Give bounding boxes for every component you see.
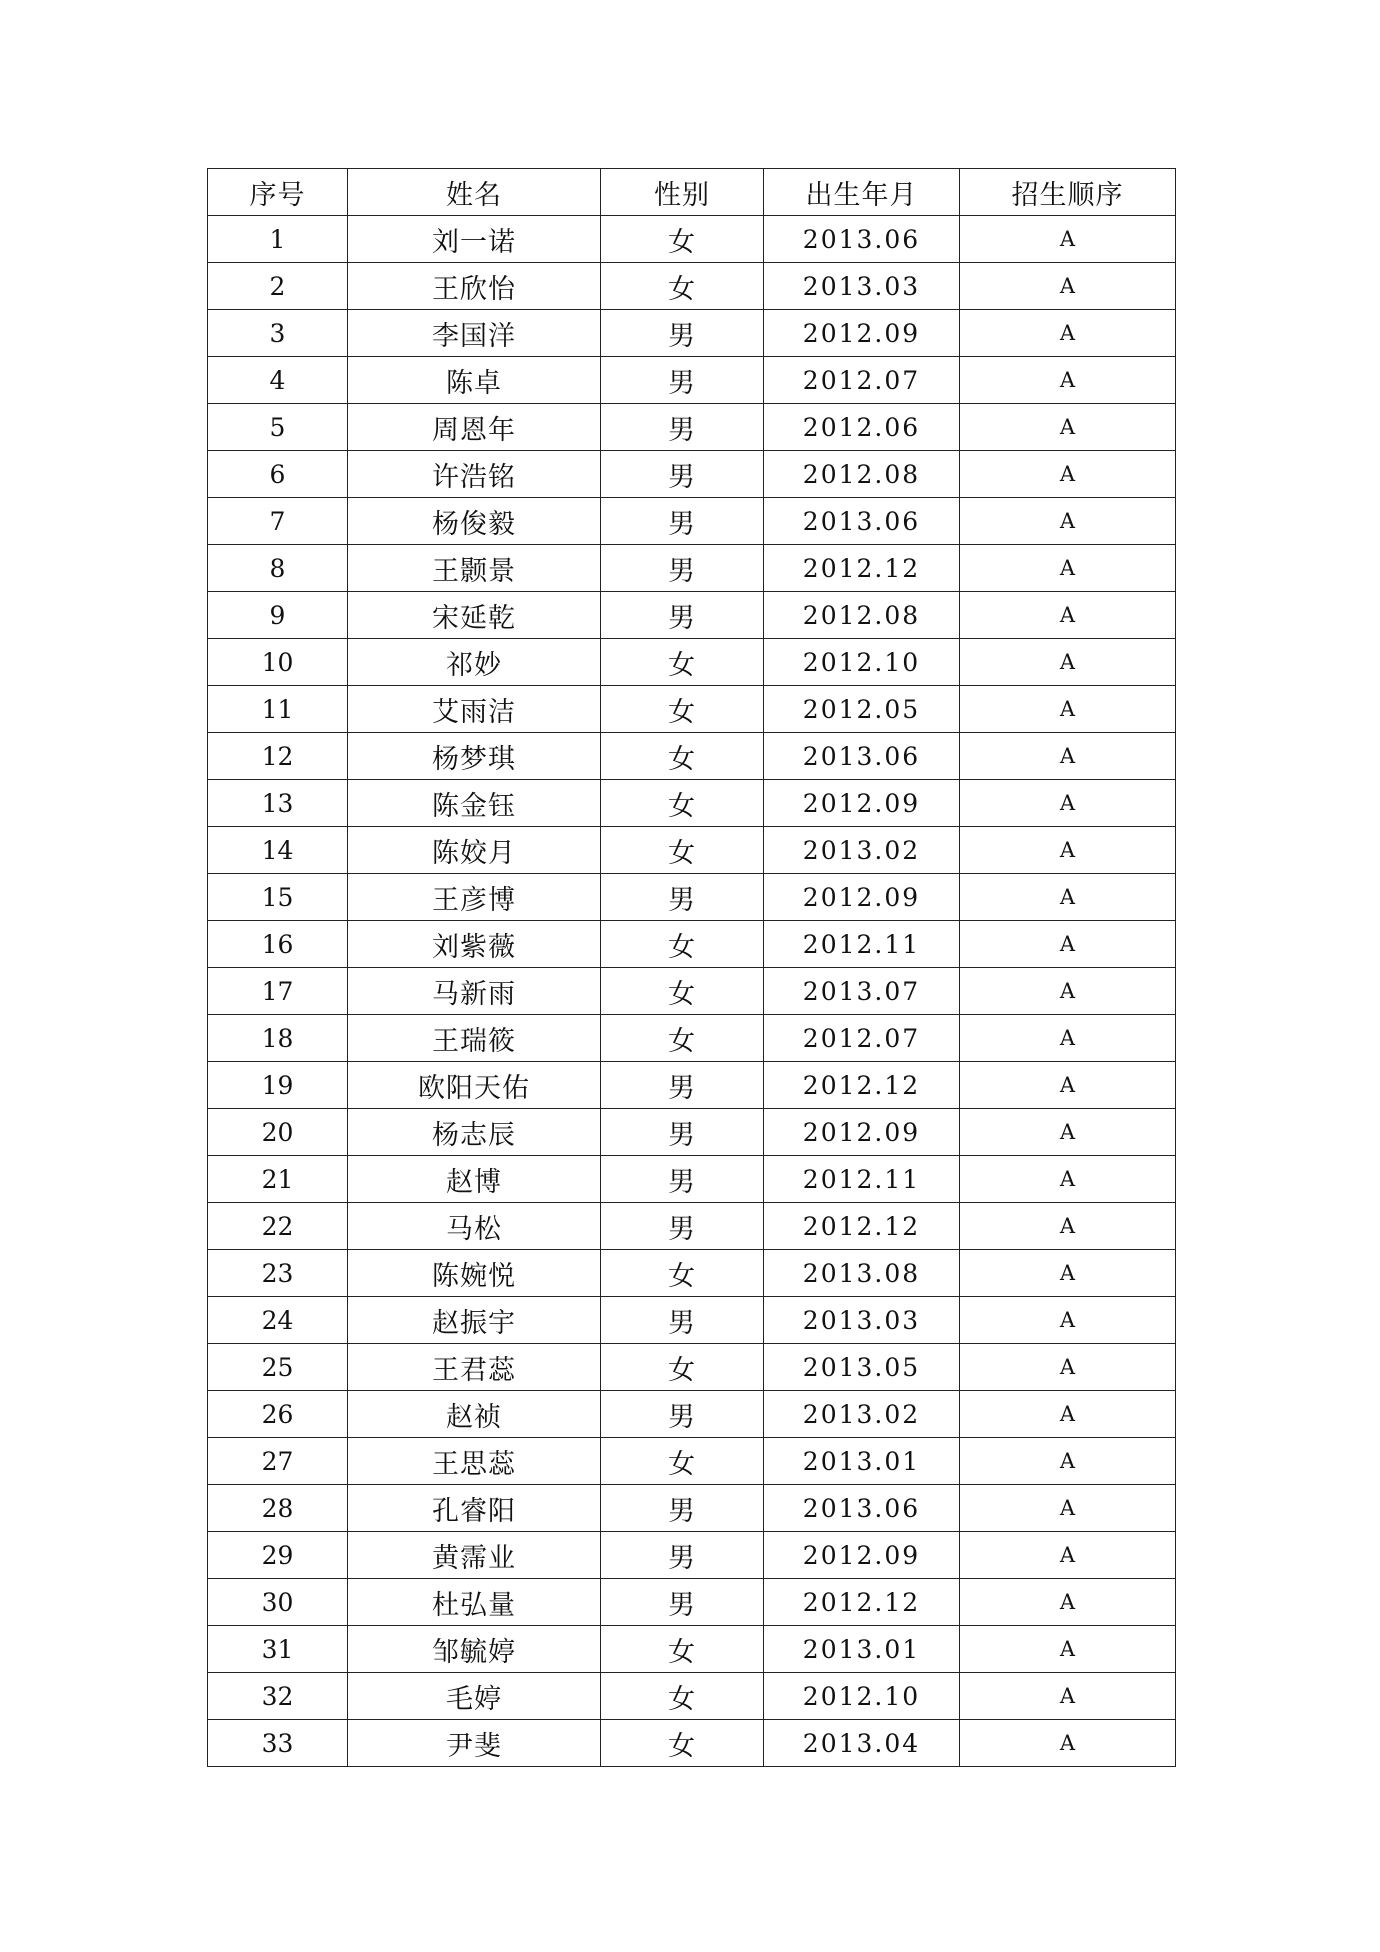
cell-gender: 男 (601, 1062, 764, 1109)
table-row (208, 1720, 1176, 1767)
cell-name: 欧阳天佑 (348, 1062, 601, 1109)
cell-admission-order: A (960, 1720, 1176, 1767)
cell-index: 2 (208, 263, 348, 310)
cell-gender: 男 (601, 1203, 764, 1250)
cell-birth-date: 2013.02 (764, 827, 960, 874)
cell-gender: 男 (601, 1485, 764, 1532)
cell-name: 陈姣月 (348, 827, 601, 874)
cell-index: 26 (208, 1391, 348, 1438)
table-row (208, 1344, 1176, 1391)
cell-index: 7 (208, 498, 348, 545)
cell-birth-date: 2012.09 (764, 1109, 960, 1156)
cell-name: 赵祯 (348, 1391, 601, 1438)
cell-admission-order: A (960, 310, 1176, 357)
cell-index: 25 (208, 1344, 348, 1391)
cell-birth-date: 2012.08 (764, 592, 960, 639)
cell-name: 陈金钰 (348, 780, 601, 827)
cell-admission-order: A (960, 357, 1176, 404)
cell-admission-order: A (960, 1532, 1176, 1579)
cell-index: 20 (208, 1109, 348, 1156)
cell-birth-date: 2013.06 (764, 733, 960, 780)
cell-gender: 男 (601, 1109, 764, 1156)
table-row (208, 968, 1176, 1015)
cell-gender: 女 (601, 686, 764, 733)
table-row (208, 1250, 1176, 1297)
cell-birth-date: 2012.11 (764, 1156, 960, 1203)
cell-gender: 女 (601, 780, 764, 827)
table-row (208, 1297, 1176, 1344)
table-row (208, 310, 1176, 357)
cell-gender: 女 (601, 1720, 764, 1767)
table-row (208, 1156, 1176, 1203)
cell-index: 3 (208, 310, 348, 357)
cell-name: 邹毓婷 (348, 1626, 601, 1673)
cell-name: 艾雨洁 (348, 686, 601, 733)
cell-name: 孔睿阳 (348, 1485, 601, 1532)
cell-admission-order: A (960, 1391, 1176, 1438)
cell-name: 刘紫薇 (348, 921, 601, 968)
table-body (208, 216, 1176, 1767)
cell-index: 22 (208, 1203, 348, 1250)
cell-name: 赵博 (348, 1156, 601, 1203)
header-birth-date: 出生年月 (764, 169, 960, 216)
cell-name: 杨俊毅 (348, 498, 601, 545)
cell-index: 31 (208, 1626, 348, 1673)
cell-index: 6 (208, 451, 348, 498)
cell-birth-date: 2012.10 (764, 639, 960, 686)
cell-name: 毛婷 (348, 1673, 601, 1720)
cell-birth-date: 2012.05 (764, 686, 960, 733)
table-row (208, 1438, 1176, 1485)
enrollment-table (207, 168, 1176, 1767)
cell-name: 王欣怡 (348, 263, 601, 310)
cell-admission-order: A (960, 1485, 1176, 1532)
cell-name: 黄霈业 (348, 1532, 601, 1579)
header-row (208, 169, 1176, 216)
cell-gender: 女 (601, 827, 764, 874)
cell-birth-date: 2013.03 (764, 1297, 960, 1344)
table-row (208, 1673, 1176, 1720)
cell-gender: 女 (601, 1626, 764, 1673)
cell-index: 1 (208, 216, 348, 263)
cell-gender: 女 (601, 263, 764, 310)
table-row (208, 1015, 1176, 1062)
cell-birth-date: 2013.01 (764, 1626, 960, 1673)
cell-admission-order: A (960, 1344, 1176, 1391)
cell-gender: 女 (601, 733, 764, 780)
table-row (208, 1109, 1176, 1156)
cell-birth-date: 2013.06 (764, 216, 960, 263)
cell-name: 李国洋 (348, 310, 601, 357)
cell-birth-date: 2013.08 (764, 1250, 960, 1297)
cell-birth-date: 2013.02 (764, 1391, 960, 1438)
cell-name: 陈婉悦 (348, 1250, 601, 1297)
cell-birth-date: 2013.06 (764, 498, 960, 545)
cell-admission-order: A (960, 827, 1176, 874)
cell-birth-date: 2012.12 (764, 1062, 960, 1109)
cell-index: 30 (208, 1579, 348, 1626)
cell-gender: 女 (601, 1015, 764, 1062)
cell-index: 33 (208, 1720, 348, 1767)
cell-admission-order: A (960, 592, 1176, 639)
cell-name: 王瑞筱 (348, 1015, 601, 1062)
cell-gender: 女 (601, 1673, 764, 1720)
table-row (208, 592, 1176, 639)
cell-gender: 女 (601, 921, 764, 968)
table-row (208, 216, 1176, 263)
cell-birth-date: 2012.11 (764, 921, 960, 968)
cell-admission-order: A (960, 1438, 1176, 1485)
table-row (208, 686, 1176, 733)
cell-index: 28 (208, 1485, 348, 1532)
cell-gender: 女 (601, 1438, 764, 1485)
cell-admission-order: A (960, 1297, 1176, 1344)
cell-birth-date: 2012.08 (764, 451, 960, 498)
cell-gender: 女 (601, 216, 764, 263)
table-row (208, 1532, 1176, 1579)
table-row (208, 1579, 1176, 1626)
cell-index: 11 (208, 686, 348, 733)
cell-admission-order: A (960, 1579, 1176, 1626)
cell-gender: 男 (601, 1156, 764, 1203)
cell-name: 马松 (348, 1203, 601, 1250)
cell-index: 9 (208, 592, 348, 639)
cell-birth-date: 2012.09 (764, 780, 960, 827)
cell-admission-order: A (960, 780, 1176, 827)
cell-birth-date: 2012.06 (764, 404, 960, 451)
cell-gender: 男 (601, 1532, 764, 1579)
cell-birth-date: 2013.05 (764, 1344, 960, 1391)
table-row (208, 1203, 1176, 1250)
cell-index: 24 (208, 1297, 348, 1344)
cell-admission-order: A (960, 545, 1176, 592)
cell-admission-order: A (960, 686, 1176, 733)
cell-birth-date: 2012.09 (764, 874, 960, 921)
header-name: 姓名 (348, 169, 601, 216)
cell-birth-date: 2013.03 (764, 263, 960, 310)
cell-birth-date: 2012.09 (764, 1532, 960, 1579)
cell-birth-date: 2012.10 (764, 1673, 960, 1720)
table-row (208, 780, 1176, 827)
cell-name: 刘一诺 (348, 216, 601, 263)
cell-index: 15 (208, 874, 348, 921)
cell-index: 12 (208, 733, 348, 780)
cell-birth-date: 2013.04 (764, 1720, 960, 1767)
enrollment-table-container (207, 168, 1175, 1767)
cell-name: 杨志辰 (348, 1109, 601, 1156)
cell-index: 32 (208, 1673, 348, 1720)
table-row (208, 1391, 1176, 1438)
cell-admission-order: A (960, 498, 1176, 545)
table-row (208, 1485, 1176, 1532)
cell-name: 赵振宇 (348, 1297, 601, 1344)
cell-index: 4 (208, 357, 348, 404)
cell-name: 周恩年 (348, 404, 601, 451)
cell-name: 陈卓 (348, 357, 601, 404)
cell-gender: 女 (601, 968, 764, 1015)
cell-admission-order: A (960, 639, 1176, 686)
cell-index: 29 (208, 1532, 348, 1579)
cell-admission-order: A (960, 1062, 1176, 1109)
cell-birth-date: 2012.07 (764, 357, 960, 404)
cell-name: 祁妙 (348, 639, 601, 686)
table-row (208, 451, 1176, 498)
cell-gender: 女 (601, 639, 764, 686)
cell-name: 许浩铭 (348, 451, 601, 498)
cell-index: 17 (208, 968, 348, 1015)
cell-birth-date: 2013.01 (764, 1438, 960, 1485)
table-row (208, 545, 1176, 592)
cell-name: 杨梦琪 (348, 733, 601, 780)
table-row (208, 639, 1176, 686)
cell-admission-order: A (960, 1015, 1176, 1062)
cell-index: 21 (208, 1156, 348, 1203)
cell-index: 5 (208, 404, 348, 451)
table-row (208, 874, 1176, 921)
cell-index: 13 (208, 780, 348, 827)
cell-birth-date: 2012.07 (764, 1015, 960, 1062)
cell-gender: 男 (601, 357, 764, 404)
cell-gender: 男 (601, 592, 764, 639)
cell-index: 8 (208, 545, 348, 592)
cell-gender: 男 (601, 874, 764, 921)
cell-birth-date: 2012.12 (764, 545, 960, 592)
table-row (208, 404, 1176, 451)
cell-name: 王思蕊 (348, 1438, 601, 1485)
cell-admission-order: A (960, 733, 1176, 780)
cell-birth-date: 2013.07 (764, 968, 960, 1015)
cell-admission-order: A (960, 451, 1176, 498)
cell-index: 27 (208, 1438, 348, 1485)
cell-birth-date: 2012.09 (764, 310, 960, 357)
header-index: 序号 (208, 169, 348, 216)
cell-admission-order: A (960, 1626, 1176, 1673)
cell-name: 王君蕊 (348, 1344, 601, 1391)
cell-admission-order: A (960, 874, 1176, 921)
cell-admission-order: A (960, 404, 1176, 451)
cell-admission-order: A (960, 921, 1176, 968)
cell-index: 18 (208, 1015, 348, 1062)
cell-name: 王颢景 (348, 545, 601, 592)
cell-gender: 男 (601, 451, 764, 498)
table-row (208, 733, 1176, 780)
table-row (208, 357, 1176, 404)
table-row (208, 1062, 1176, 1109)
cell-gender: 男 (601, 404, 764, 451)
cell-admission-order: A (960, 263, 1176, 310)
header-gender: 性别 (601, 169, 764, 216)
cell-admission-order: A (960, 1109, 1176, 1156)
table-row (208, 921, 1176, 968)
cell-gender: 女 (601, 1250, 764, 1297)
cell-admission-order: A (960, 216, 1176, 263)
cell-name: 尹斐 (348, 1720, 601, 1767)
cell-gender: 男 (601, 1297, 764, 1344)
cell-gender: 男 (601, 310, 764, 357)
cell-index: 10 (208, 639, 348, 686)
cell-gender: 男 (601, 1579, 764, 1626)
cell-name: 王彦博 (348, 874, 601, 921)
cell-admission-order: A (960, 1673, 1176, 1720)
cell-index: 19 (208, 1062, 348, 1109)
cell-gender: 女 (601, 1344, 764, 1391)
cell-birth-date: 2012.12 (764, 1203, 960, 1250)
cell-name: 马新雨 (348, 968, 601, 1015)
cell-index: 16 (208, 921, 348, 968)
cell-admission-order: A (960, 1250, 1176, 1297)
cell-birth-date: 2013.06 (764, 1485, 960, 1532)
table-row (208, 263, 1176, 310)
cell-name: 杜弘量 (348, 1579, 601, 1626)
cell-name: 宋延乾 (348, 592, 601, 639)
cell-index: 14 (208, 827, 348, 874)
table-header (208, 169, 1176, 216)
table-row (208, 498, 1176, 545)
cell-birth-date: 2012.12 (764, 1579, 960, 1626)
cell-admission-order: A (960, 1156, 1176, 1203)
cell-index: 23 (208, 1250, 348, 1297)
table-row (208, 827, 1176, 874)
cell-admission-order: A (960, 1203, 1176, 1250)
table-row (208, 1626, 1176, 1673)
cell-admission-order: A (960, 968, 1176, 1015)
header-admission-order: 招生顺序 (960, 169, 1176, 216)
cell-gender: 男 (601, 1391, 764, 1438)
cell-gender: 男 (601, 545, 764, 592)
cell-gender: 男 (601, 498, 764, 545)
